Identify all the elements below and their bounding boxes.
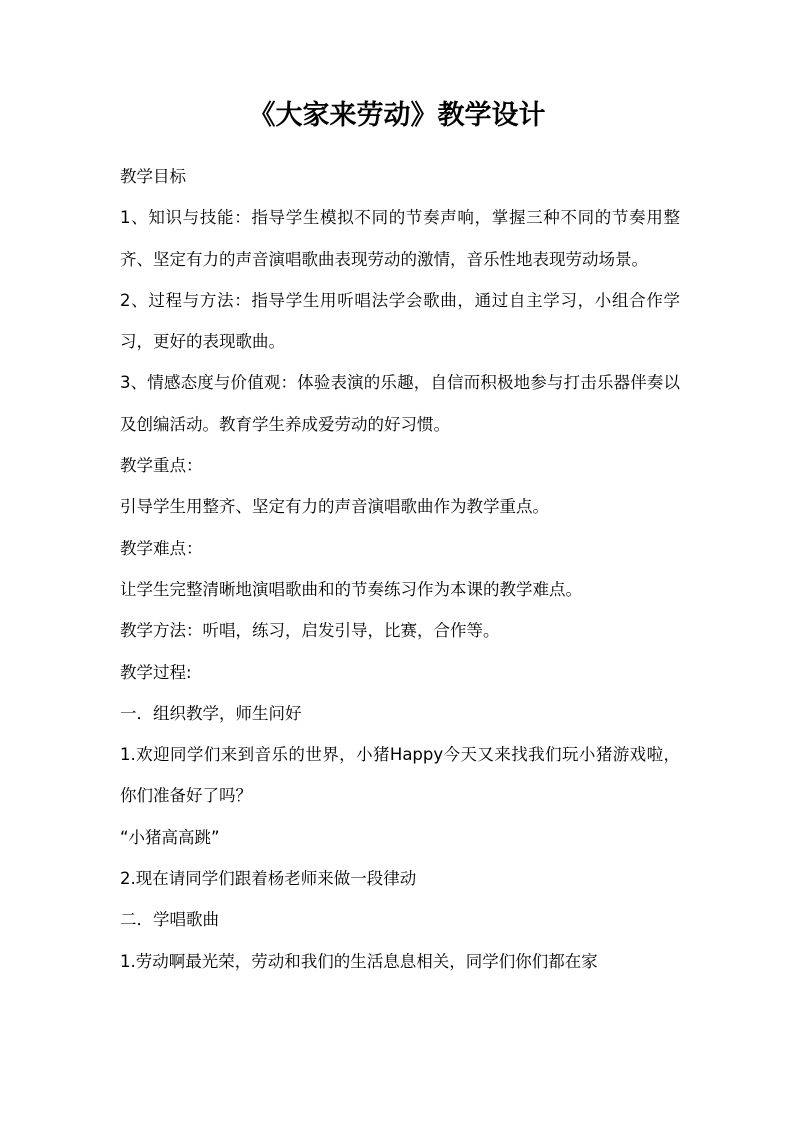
section-heading-objectives: 教学目标 (120, 167, 186, 186)
process-item-labor: 1.劳动啊最光荣，劳动和我们的生活息息相关，同学们你们都在家 (120, 951, 598, 971)
section-heading-process: 教学过程: (120, 662, 192, 682)
objective-emotion-values: 3、情感态度与价值观：体验表演的乐趣，自信而积极地参与打击乐器伴奏以及创编活动。教育学生养成爱劳动的好习惯。 (120, 373, 680, 434)
process-item-welcome: 1.欢迎同学们来到音乐的世界，小猪Happy今天又来找我们玩小猪游戏啦，你们准备好了吗？ (120, 745, 680, 806)
process-item-rhythm: 2.现在请同学们跟着杨老师来做一段律动 (120, 869, 417, 889)
process-item-quote: “小猪高高跳” (120, 827, 220, 847)
key-points-text: 引导学生用整齐、坚定有力的声音演唱歌曲作为教学重点。 (120, 497, 549, 517)
document-title: 《大家来劳动》教学设计 (248, 100, 546, 131)
objective-process-methods: 2、过程与方法：指导学生用听唱法学会歌曲，通过自主学习，小组合作学习，更好的表现歌曲。 (120, 290, 680, 352)
section-heading-key-points: 教学重点： (120, 456, 203, 476)
difficulties-text: 让学生完整清晰地演唱歌曲和的节奏练习作为本课的教学难点。 (120, 579, 582, 599)
process-step-one-heading: 一．组织教学，师生问好 (120, 703, 302, 723)
process-step-two-heading: 二．学唱歌曲 (120, 910, 219, 930)
objective-knowledge-skills: 1、知识与技能：指导学生模拟不同的节奏声响，掌握三种不同的节奏用整齐、坚定有力的声音演唱歌曲表现劳动的激情，音乐性地表现劳动场景。 (120, 208, 680, 269)
section-heading-difficulties: 教学难点： (120, 538, 203, 558)
document-body (120, 156, 680, 982)
teaching-methods-text: 教学方法：听唱，练习，启发引导，比赛，合作等。 (120, 621, 500, 641)
